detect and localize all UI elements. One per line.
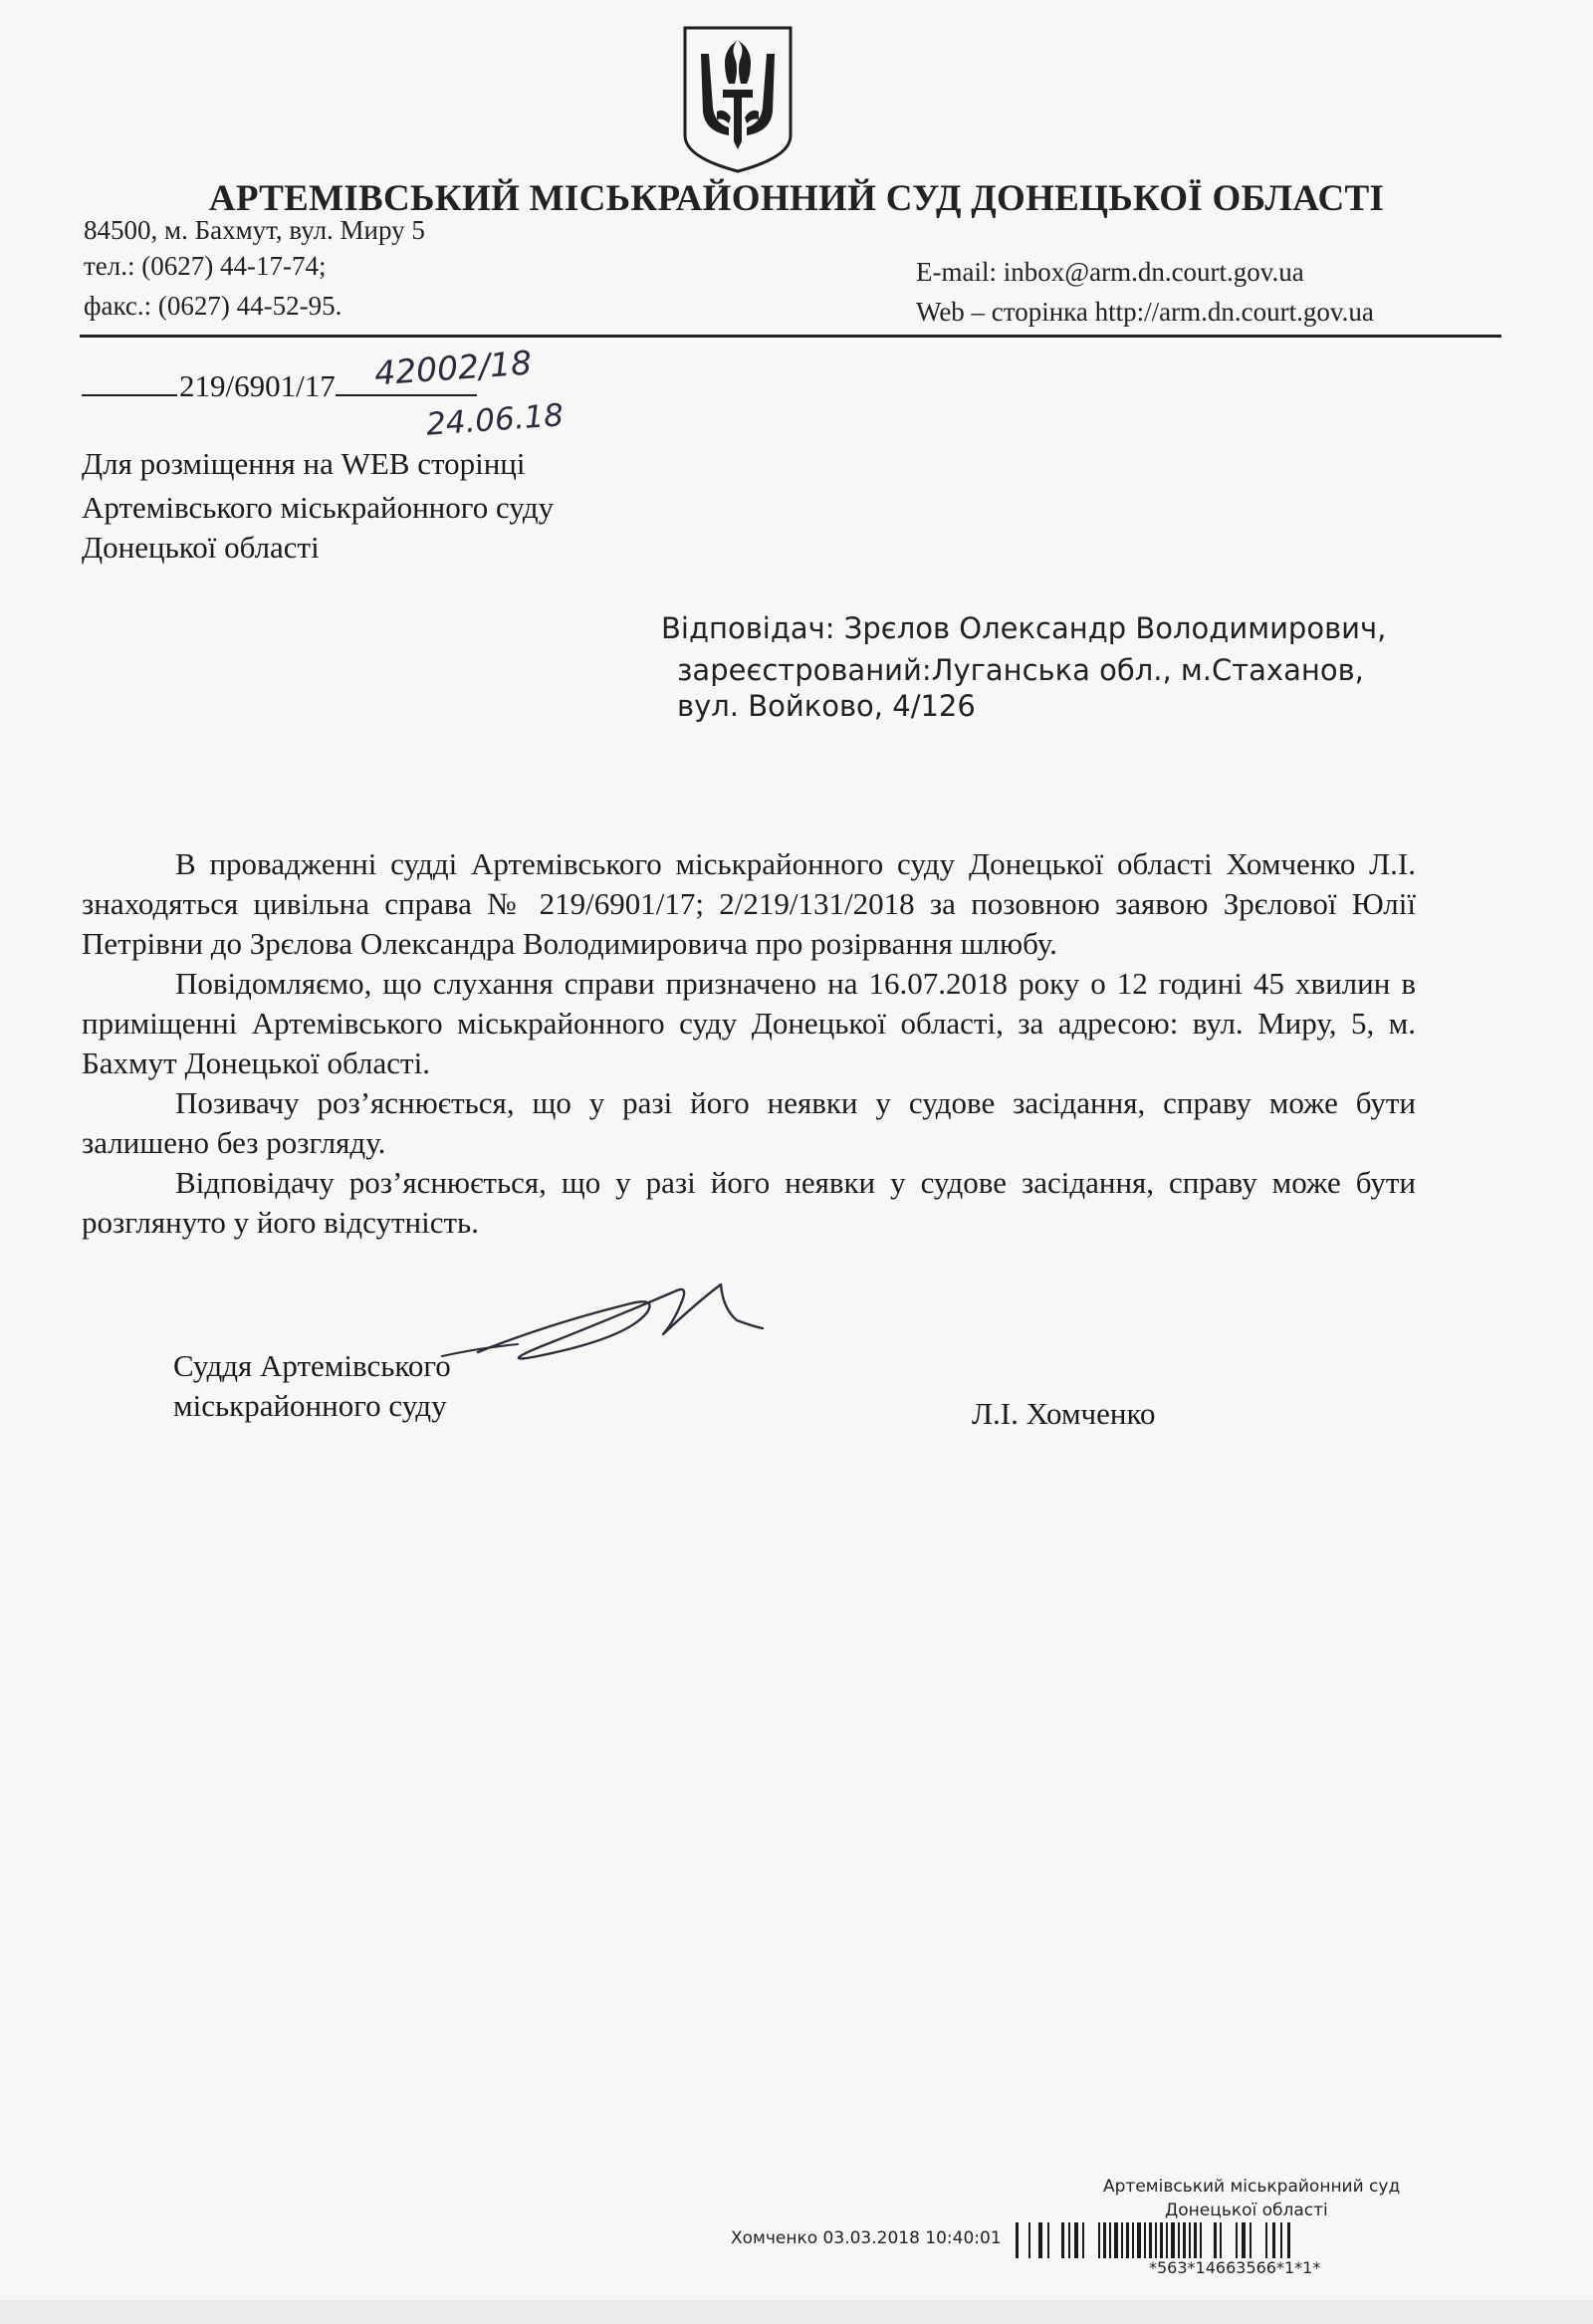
judge-title-line-1: Суддя Артемівського — [173, 1348, 451, 1383]
reference-blank-line-2 — [336, 394, 477, 396]
footer-registration-stamp: Хомченко 03.03.2018 10:40:01 — [731, 2228, 1002, 2248]
paragraph-case-info: В провадженні судді Артемівського міськрайонного суду Донецької області Хомченко Л.І. знаходяться цивільна справа № 219/6901/17; 2/219/131/2018 за позовною заявою Зрєлової Юлії Петрівни до Зрєлова Олександра Володимировича про розірвання шлюбу. — [82, 846, 1416, 961]
court-phone: тел.: (0627) 44-17-74; — [84, 251, 327, 281]
defendant-line-2: зареєстрований:Луганська обл., м.Стаханов, — [677, 653, 1364, 687]
barcode-code: *563*14663566*1*1* — [1149, 2258, 1321, 2277]
judge-title-line-2: міськрайонного суду — [173, 1388, 447, 1423]
coat-of-arms-emblem — [679, 24, 796, 173]
court-name-heading: АРТЕМІВСЬКИЙ МІСЬКРАЙОННИЙ СУД ДОНЕЦЬКОЇ ОБЛАСТІ — [208, 178, 1385, 219]
judge-name: Л.І. Хомченко — [972, 1396, 1156, 1431]
paragraph-plaintiff-notice: Позивачу роз’яснюється, що у разі його неявки у судове засідання, справу може бути залишено без розгляду. — [82, 1085, 1416, 1160]
reference-blank-line — [82, 394, 177, 396]
court-fax: факс.: (0627) 44-52-95. — [84, 291, 342, 321]
defendant-line-1: Відповідач: Зрєлов Олександр Володимирович, — [661, 611, 1387, 645]
defendant-line-3: вул. Войково, 4/126 — [677, 689, 976, 723]
document-barcode — [1016, 2222, 1290, 2258]
court-email: E-mail: inbox@arm.dn.court.gov.ua — [916, 257, 1304, 287]
handwritten-date: 24.06.18 — [424, 397, 566, 443]
header-divider — [80, 335, 1501, 338]
handwritten-outgoing-number: 42002/18 — [372, 343, 534, 393]
footer-court-line-1: Артемівський міськрайонний суд — [1103, 2177, 1401, 2197]
recipient-line-2: Артемівського міськрайонного суду — [82, 490, 555, 525]
court-address: 84500, м. Бахмут, вул. Миру 5 — [84, 215, 425, 245]
paragraph-hearing-date: Повідомляємо, що слухання справи призначено на 16.07.2018 року о 12 годині 45 хвилин в приміщенні Артемівського міськрайонного суду Донецької області, за адресою: вул. Миру, 5, м. Бахмут Донецької області. — [82, 966, 1416, 1080]
footer-court-line-2: Донецької області — [1165, 2201, 1328, 2220]
case-number: 219/6901/17 — [179, 368, 336, 403]
paragraph-defendant-notice: Відповідачу роз’яснюється, що у разі його неявки у судове засідання, справу може бути розглянуто у його відсутність. — [82, 1165, 1416, 1240]
recipient-line-1: Для розміщення на WEB сторінці — [82, 446, 526, 481]
recipient-line-3: Донецької області — [82, 530, 320, 565]
handwritten-signature — [438, 1277, 777, 1376]
court-website: Web – сторінка http://arm.dn.court.gov.ua — [916, 297, 1374, 327]
